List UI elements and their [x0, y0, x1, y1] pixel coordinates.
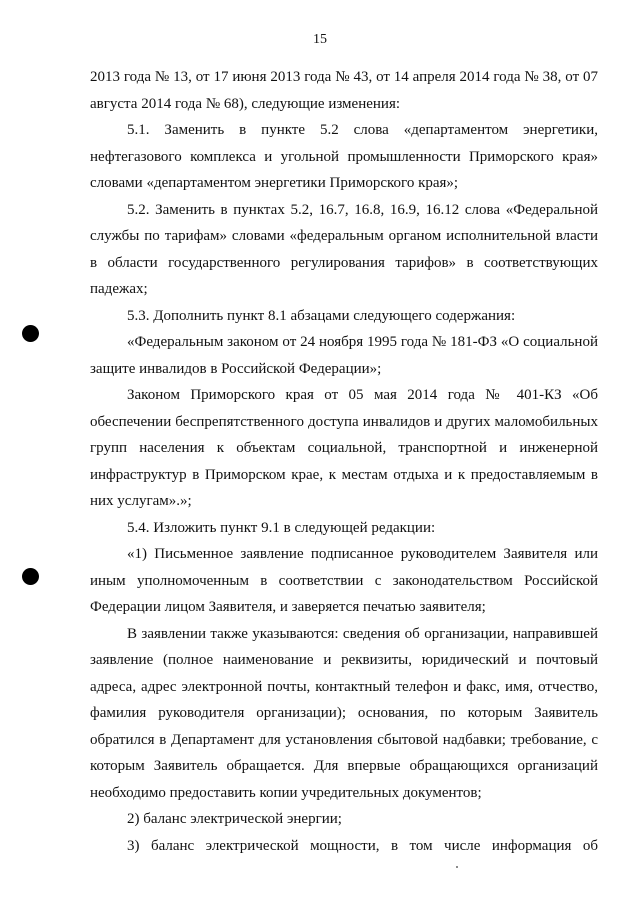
document-body — [90, 64, 598, 859]
punch-hole-bottom — [22, 568, 39, 585]
paragraph-5-2: 5.2. Заменить в пунктах 5.2, 16.7, 16.8, 16.9, 16.12 слова «Федеральной службы по тарифам» словами «федеральным органом исполнительной власти в области государственного регулирования тарифов» в соответствующих падежах; — [90, 201, 598, 297]
paragraph-intro: 2013 года № 13, от 17 июня 2013 года № 43, от 14 апреля 2014 года № 38, от 07 августа 2014 года № 68), следующие изменения: — [90, 69, 598, 112]
paragraph-item-1: «1) Письменное заявление подписанное руководителем Заявителя или иным уполномоченным в соответствии с законодательством Российской Федерации лицом Заявителя, и заверяется печатью заявителя; — [90, 546, 598, 615]
paragraph-5-1: 5.1. Заменить в пункте 5.2 слова «департаментом энергетики, нефтегазового комплекса и угольной промышленности Приморского края» словами «департаментом энергетики Приморского края»; — [90, 122, 598, 191]
paragraph-5-3: 5.3. Дополнить пункт 8.1 абзацами следующего содержания: — [127, 307, 516, 324]
punch-hole-top — [22, 325, 39, 342]
paragraph-federal-law: «Федеральным законом от 24 ноября 1995 года № 181-ФЗ «О социальной защите инвалидов в Российской Федерации»; — [90, 334, 598, 377]
paragraph-item-2: 2) баланс электрической энергии; — [127, 811, 342, 827]
paragraph-application-details: В заявлении также указываются: сведения об организации, направившей заявление (полное наименование и реквизиты, юридический и почтовый адреса, адрес электронной почты, контактный телефон и факс, имя, отчество, фамилия руководителя организации); основания, по которым Заявитель обратился в Департамент для установления сбытовой надбавки; требование, с которым Заявитель обращается. Для впервые обращающихся организаций необходимо предоставить копии учредительных документов; — [90, 625, 598, 801]
paragraph-5-4: 5.4. Изложить пункт 9.1 в следующей редакции: — [127, 519, 436, 536]
paragraph-regional-law: Законом Приморского края от 05 мая 2014 года № 401-КЗ «Об обеспечении беспрепятственного доступа инвалидов и других маломобильных групп населения к объектам социальной, транспортной и инженерной инфраструктур в Приморском крае, к местам отдыха и к предоставляемым в них услугам».»; — [90, 387, 598, 509]
page-number: 15 — [313, 32, 327, 47]
paragraph-item-3: 3) баланс электрической мощности, в том числе информация об — [127, 837, 598, 854]
scan-speck — [456, 866, 458, 868]
